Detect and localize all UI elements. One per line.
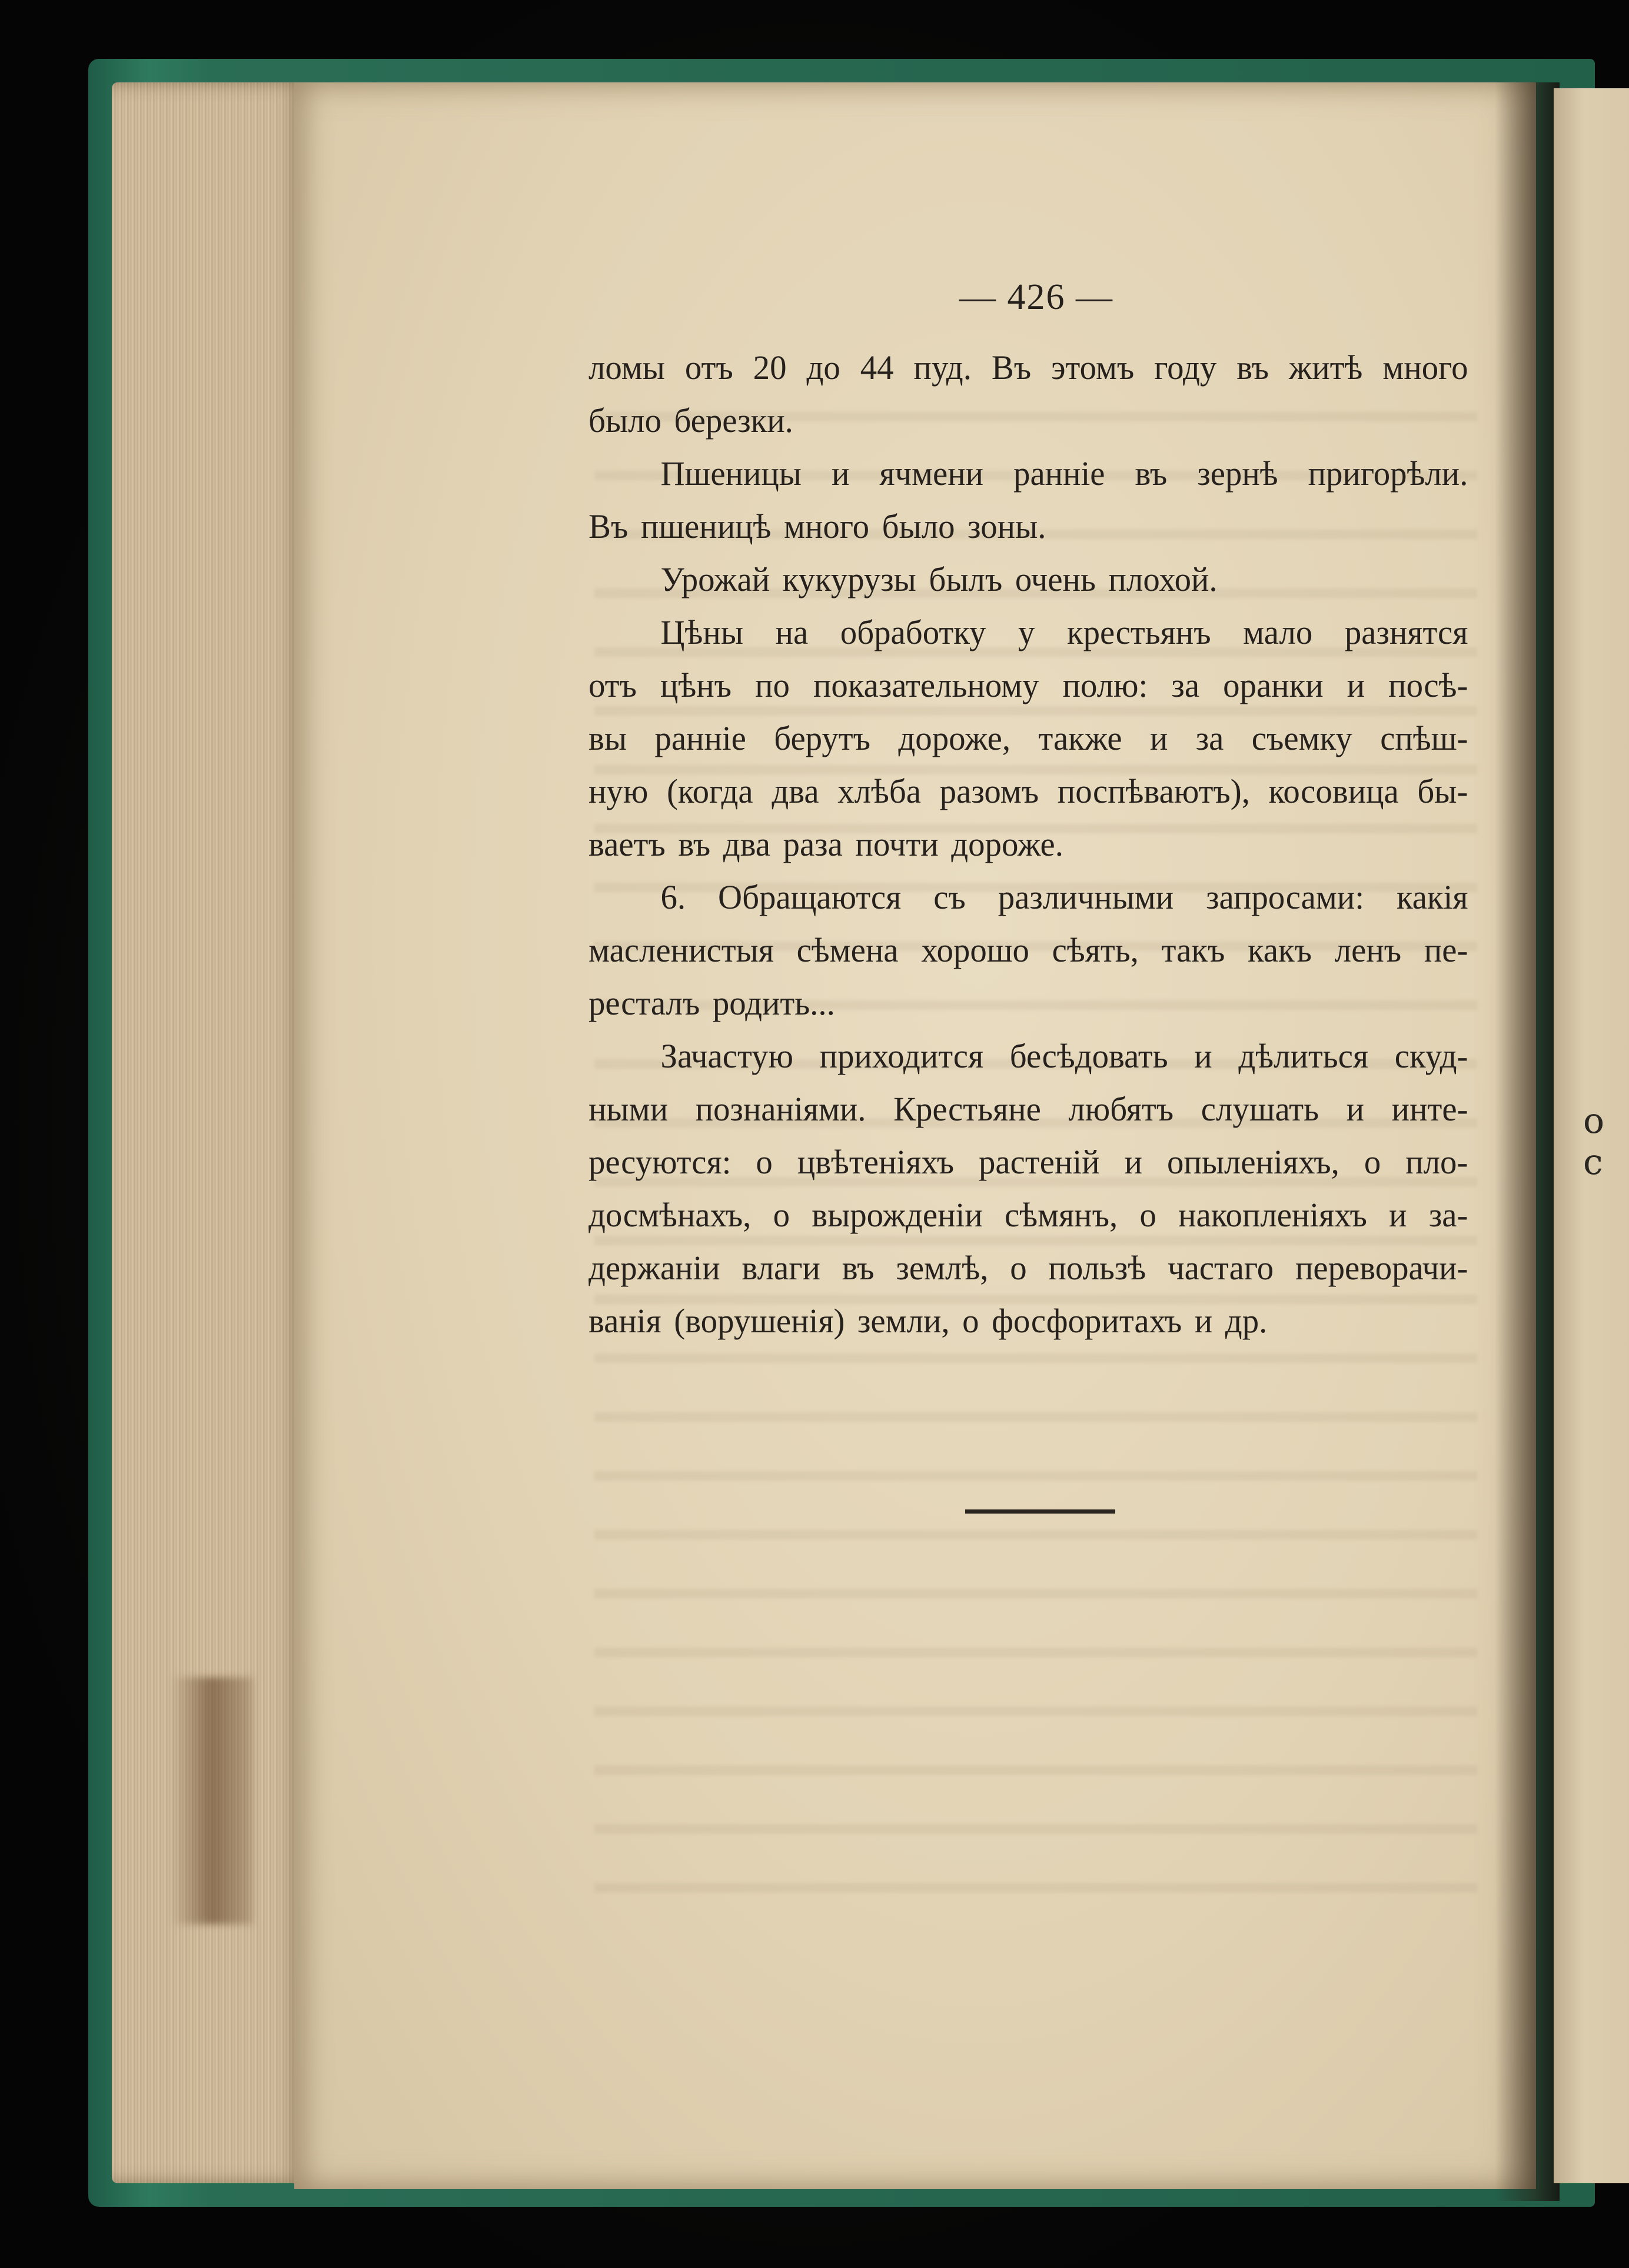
text-line: Зачастую приходится бесѣдовать и дѣлиться скуд- <box>660 1037 1468 1075</box>
text-line: Урожай кукурузы былъ очень плохой. <box>660 560 1218 598</box>
text-line: ресталъ родить... <box>589 984 835 1022</box>
edge-stain <box>171 1677 253 1924</box>
text-line: ными познаніями. Крестьяне любятъ слушать и инте- <box>589 1090 1468 1128</box>
text-line: ломы отъ 20 до 44 пуд. Въ этомъ году въ житѣ много <box>589 348 1468 387</box>
text-line: 6. Обращаются съ различными запросами: какія <box>660 878 1468 916</box>
text-line: досмѣнахъ, о вырожденіи сѣмянъ, о накопленіяхъ и за- <box>589 1196 1468 1234</box>
text-line: ванія (ворушенія) земли, о фосфоритахъ и др. <box>589 1302 1268 1340</box>
text-line: Пшеницы и ячмени ранніе въ зернѣ пригорѣли. <box>660 454 1468 493</box>
page-number: — 426 — <box>959 277 1113 317</box>
text-line: вы ранніе берутъ дороже, также и за съемку спѣш- <box>589 719 1468 757</box>
text-line: держаніи влаги въ землѣ, о пользѣ частаго переворачи- <box>589 1249 1468 1287</box>
text-line: было березки. <box>589 401 793 440</box>
body-text <box>589 341 1468 1348</box>
text-line: масленистыя сѣмена хорошо сѣять, такъ какъ ленъ пе- <box>589 931 1468 969</box>
facing-page-fragment: о с <box>1583 1100 1615 1183</box>
text-line: ваетъ въ два раза почти дороже. <box>589 825 1063 863</box>
text-line: ресуются: о цвѣтеніяхъ растеній и опыленіяхъ, о пло- <box>589 1143 1468 1181</box>
text-line: ную (когда два хлѣба разомъ поспѣваютъ), косовица бы- <box>589 772 1468 810</box>
spine-gutter <box>1495 82 1560 2201</box>
text-line: Въ пшеницѣ много было зоны. <box>589 507 1046 546</box>
section-rule <box>965 1509 1115 1514</box>
text-line: Цѣны на обработку у крестьянъ мало разнятся <box>660 613 1468 651</box>
text-line: отъ цѣнъ по показательному полю: за оранки и посѣ- <box>589 666 1468 704</box>
